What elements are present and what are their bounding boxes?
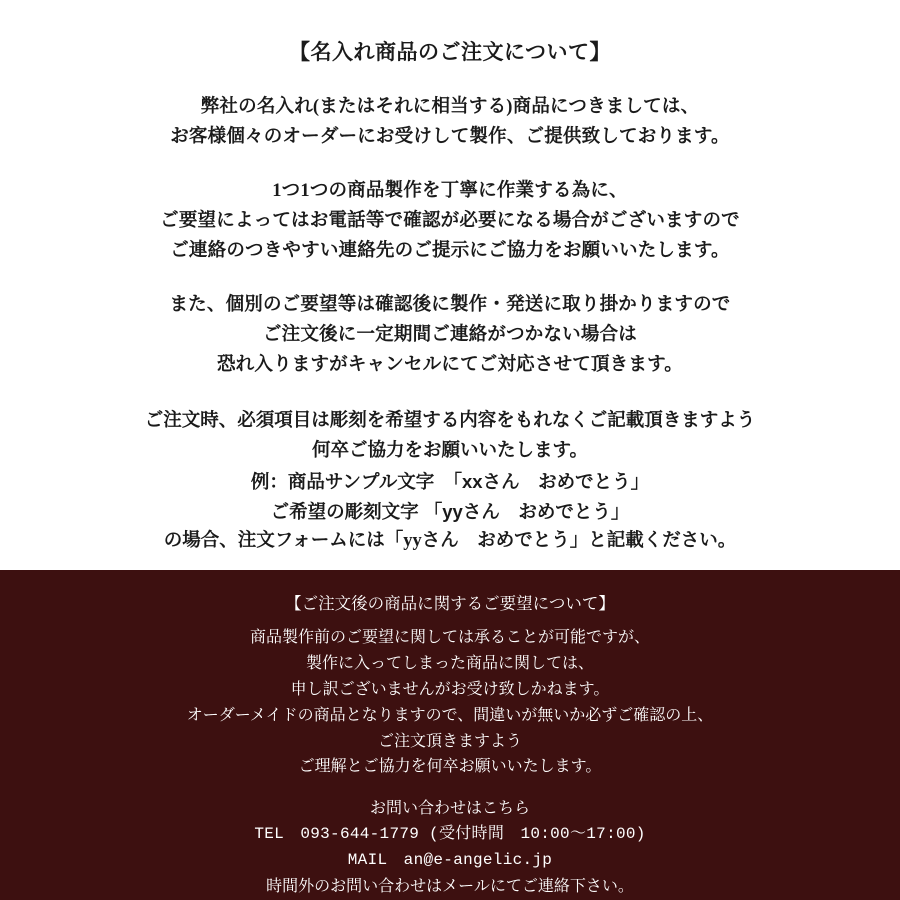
bottom-line: 申し訳ございませんがお受け致しかねます。 bbox=[290, 680, 610, 698]
spacer bbox=[40, 780, 860, 796]
bottom-line: ご理解とご協力を何卒お願いいたします。 bbox=[298, 758, 602, 776]
paragraph-about-custom-orders bbox=[40, 93, 860, 153]
page-title: 【名入れ商品のご注文について】 bbox=[288, 40, 612, 64]
contact-email[interactable]: MAIL an@e-angelic.jp bbox=[347, 851, 553, 870]
example-form-instruction: の場合、注文フォームには「yyさん おめでとう」と記載ください。 bbox=[163, 531, 737, 552]
contact-heading: お問い合わせはこちら bbox=[369, 800, 530, 818]
contact-note: 時間外のお問い合わせはメールにてご連絡下さい。 bbox=[266, 878, 634, 896]
paragraph-line: ご連絡のつきやすい連絡先のご提示にご協力をお願いいたします。 bbox=[170, 241, 730, 262]
paragraph-line: ご注文時、必須項目は彫刻を希望する内容をもれなくご記載頂きますよう bbox=[144, 411, 756, 432]
paragraph-line: また、個別のご要望等は確認後に製作・発送に取り掛かりますので bbox=[169, 295, 731, 316]
bottom-line: オーダーメイドの商品となりますので、間違いが無いか必ずご確認の上、 bbox=[186, 706, 714, 724]
paragraph-line: 恐れ入りますがキャンセルにてご対応させて頂きます。 bbox=[216, 355, 684, 376]
paragraph-cancellation-policy bbox=[40, 291, 860, 381]
post-order-requests-section bbox=[0, 570, 900, 900]
example-sample-text: 例：商品サンプル文字 「xxさん おめでとう」 bbox=[250, 471, 650, 493]
paragraph-line: ご注文後に一定期間ご連絡がつかない場合は bbox=[262, 325, 637, 346]
bottom-line: ご注文頂きますよう bbox=[377, 732, 522, 750]
contact-phone[interactable]: TEL 093-644-1779 (受付時間 10:00〜17:00) bbox=[254, 825, 646, 844]
paragraph-contact-confirmation bbox=[40, 177, 860, 267]
bottom-line: 商品製作前のご要望に関しては承ることが可能ですが、 bbox=[249, 628, 650, 646]
paragraph-engraving-instructions bbox=[40, 407, 860, 557]
bottom-line: 製作に入ってしまった商品に関しては、 bbox=[305, 654, 594, 672]
paragraph-line: 1つ1つの商品製作を丁寧に作業する為に、 bbox=[272, 181, 628, 202]
paragraph-line: 何卒ご協力をお願いいたします。 bbox=[311, 441, 589, 462]
paragraph-line: 弊社の名入れ(またはそれに相当する)商品につきましては、 bbox=[200, 97, 700, 118]
example-desired-text: ご希望の彫刻文字 「yyさん おめでとう」 bbox=[270, 501, 630, 523]
paragraph-line: お客様個々のオーダーにお受けして製作、ご提供致しております。 bbox=[170, 127, 730, 148]
paragraph-line: ご要望によってはお電話等で確認が必要になる場合がございますので bbox=[160, 211, 740, 232]
bottom-section-title: 【ご注文後の商品に関するご要望について】 bbox=[285, 595, 615, 614]
